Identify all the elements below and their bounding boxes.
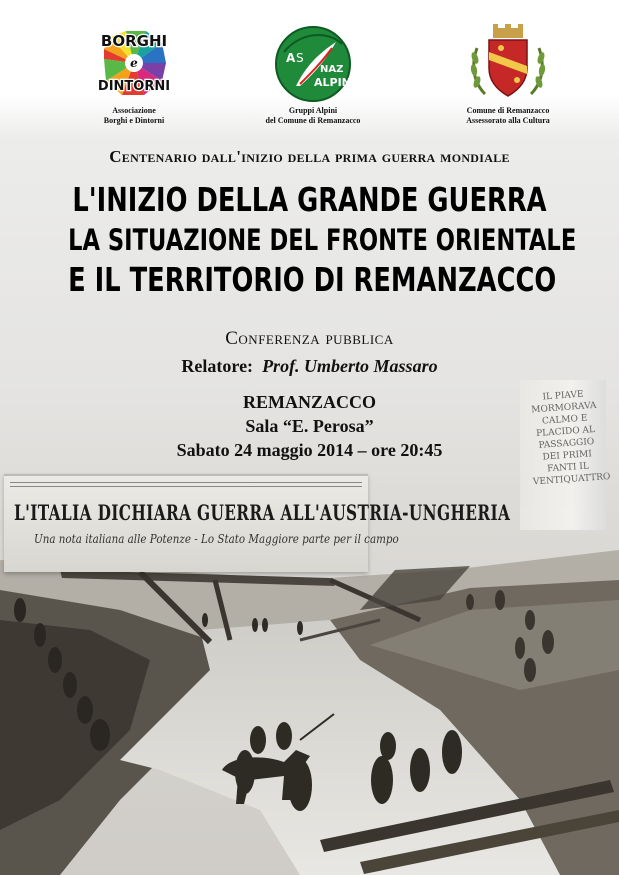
centenario-headline: Centenario dall'inizio della prima guerra mondiale [109,147,510,166]
logo-s-text: S [296,51,304,65]
alpini-caption-line2: del Comune di Remanzacco [265,116,361,125]
logo-naz-text: NAZ [320,64,344,75]
alpini-logo [238,22,388,126]
logo-e-text: e [130,56,138,70]
logo-borghi-text: BORGHI [100,32,168,50]
borghi-caption-line2: Borghi e Dintorni [103,116,165,125]
newspaper-rule-top-2 [10,486,362,487]
ana-alpini-icon [270,22,356,102]
remanzacco-coat-of-arms-icon [465,22,551,102]
logo-dintorni-text: DINTORNI [97,79,171,94]
comune-caption-line1: Comune di Remanzacco [466,106,550,115]
manifesto-text: IL PIAVE MORMORAVA CALMO E PLACIDO AL PASSAGGIO DEI PRIMI FANTI IL VENTIQUATTRO [531,389,611,488]
event-datetime: Sabato 24 maggio 2014 – ore 20:45 [176,440,443,460]
logo-alpini-text: ALPINI [314,76,355,89]
comune-logo [448,22,568,126]
event-place: REMANZACCO [243,392,376,412]
main-title [0,180,619,300]
comune-caption-line2: Assessorato alla Cultura [466,116,550,125]
newspaper-headline: L'ITALIA DICHIARA GUERRA ALL'AUSTRIA-UNGHERIA [14,500,511,525]
newspaper-rule-top [10,482,362,483]
speaker-label: Relatore: [181,356,254,376]
alpini-caption-line1: Gruppi Alpini [288,106,338,115]
speaker-line [0,356,619,377]
title-line-1: L'INIZIO DELLA GRANDE GUERRA [72,180,547,219]
speaker-name: Prof. Umberto Massaro [262,356,438,376]
title-line-2: LA SITUAZIONE DEL FRONTE ORIENTALE [68,223,577,257]
newspaper-subtitle: Una nota italiana alle Potenze - Lo Stato Maggiore parte per il campo [34,532,399,546]
conference-type: Conferenza pubblica [225,328,394,349]
logo-a-text: A [286,51,296,65]
event-venue: Sala “E. Perosa” [245,416,374,436]
title-line-3: E IL TERRITORIO DI REMANZACCO [68,260,557,299]
borghi-e-dintorni-logo [84,22,184,126]
newspaper-clipping [4,474,511,572]
borghi-caption-line1: Associazione [112,106,156,115]
borghi-e-dintorni-icon [91,22,177,102]
